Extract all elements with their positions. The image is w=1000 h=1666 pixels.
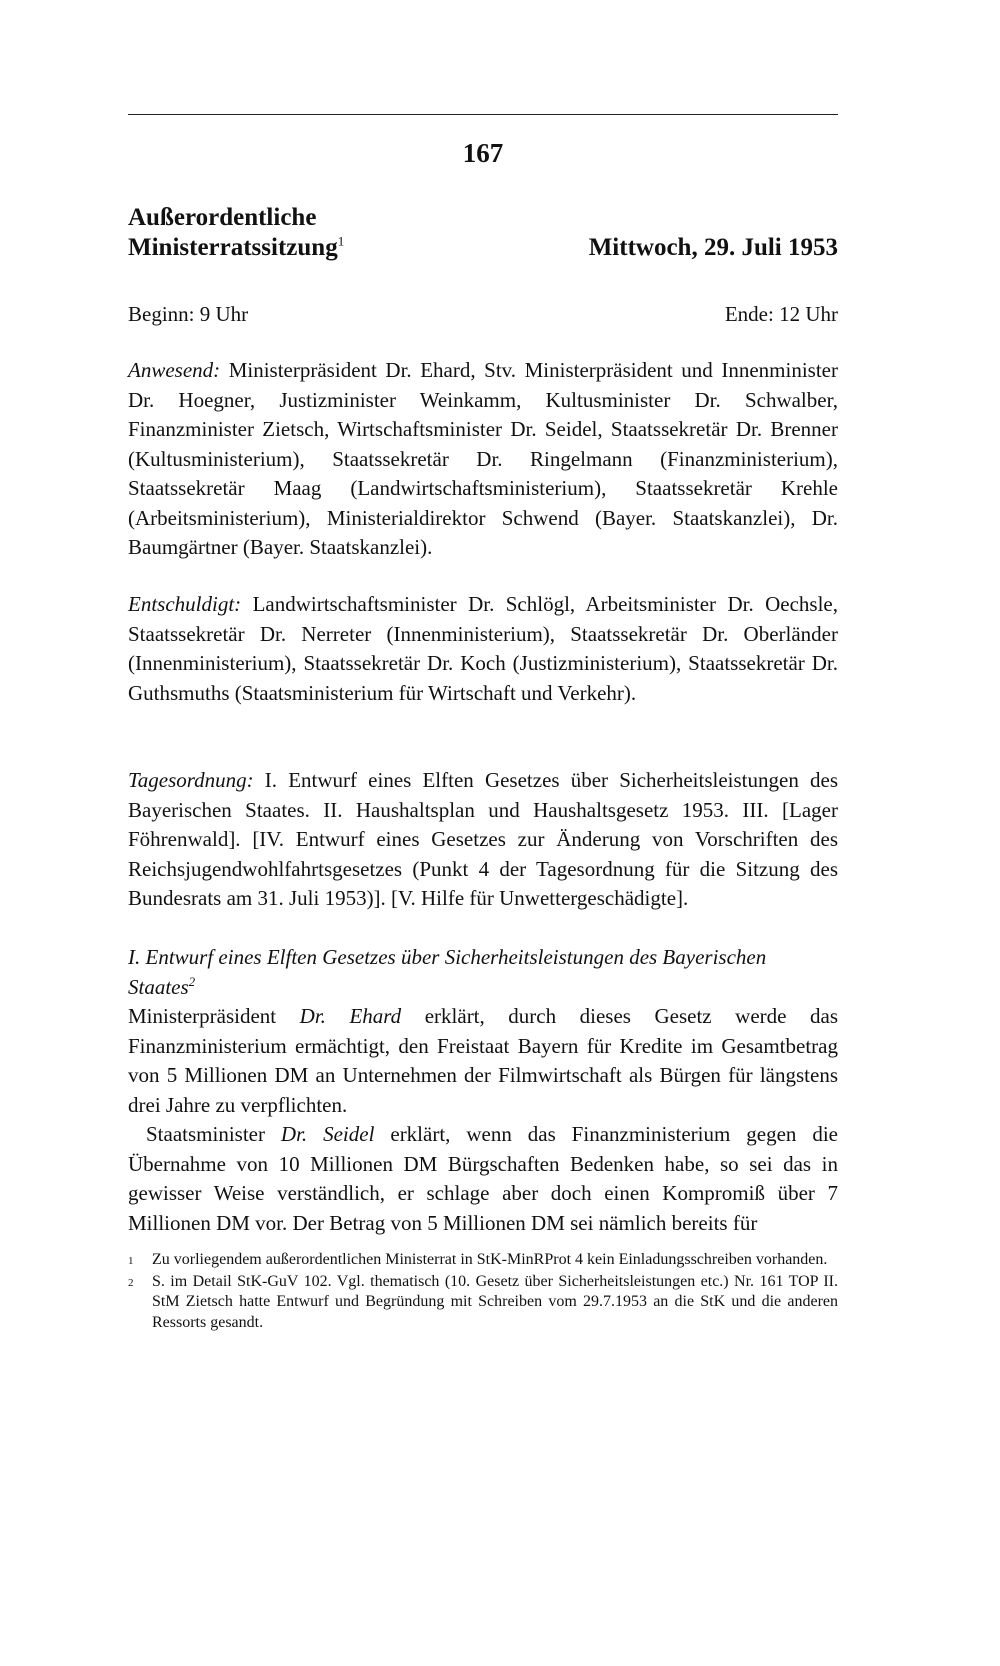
footnote-2-text: S. im Detail StK-GuV 102. Vgl. thematisch (10. Gesetz über Sicherheitsleistungen etc.) Nr. 161 TOP II. StM Zietsch hatte Entwurf und Begründung mit Schreiben vom 29.7.1953 an die StK und die anderen Ressorts gesandt. [152, 1272, 838, 1331]
footnote-ref-1[interactable]: 1 [337, 233, 345, 249]
footnote-ref-2[interactable]: 2 [188, 973, 196, 989]
excused-label: Entschuldigt: [128, 592, 242, 616]
agenda-paragraph [128, 766, 838, 914]
attendees-paragraph [128, 356, 838, 563]
title-line-1: Außerordentliche [128, 204, 317, 231]
agenda-text: I. Entwurf eines Elften Gesetzes über Sicherheitsleistungen des Bayerischen Staates. II. Haushaltsplan und Haushaltsgesetz 1953. III. [Lager Föhrenwald]. [IV. Entwurf eines Gesetzes zur Änderung von Vorschriften des Reichsjugendwohlfahrtsgesetzes (Punkt 4 der Tagesordnung für die Sitzung des Bundesrats am 31. Juli 1953)]. [V. Hilfe für Unwettergeschädigte]. [128, 768, 838, 910]
end-time: Ende: 12 Uhr [724, 302, 838, 326]
excused-text: Landwirtschaftsminister Dr. Schlögl, Arbeitsminister Dr. Oechsle, Staatssekretär Dr. Nerreter (Innenministerium), Staatssekretär Dr. Oberländer (Innenministerium), Staatssekretär Dr. Koch (Justizministerium), Staatssekretär Dr. Guthsmuths (Staatsministerium für Wirtschaft und Verkehr). [128, 592, 838, 705]
p2-speaker: Dr. Seidel [280, 1122, 375, 1146]
footnotes [128, 1250, 838, 1333]
p1-text-b: erklärt, durch dieses Gesetz werde das Finanzministerium ermächtigt, den Freistaat Bayern für Kredite im Gesamtbetrag von 5 Millionen DM an Unternehmen der Filmwirtschaft als Bürgen für längstens drei Jahre zu verpflichten. [128, 1004, 838, 1117]
footnote-1 [128, 1250, 838, 1272]
title-line-2-text: Ministerratssitzung [128, 234, 338, 261]
session-date: Mittwoch, 29. Juli 1953 [588, 234, 838, 261]
footnote-1-text: Zu vorliegendem außerordentlichen Ministerrat in StK-MinRProt 4 kein Einladungsschreiben vorhanden. [152, 1251, 828, 1268]
title-line-2 [128, 233, 344, 263]
p1-text-a: Ministerpräsident [128, 1004, 300, 1028]
page-number: 167 [462, 138, 504, 168]
begin-time: Beginn: 9 Uhr [128, 302, 249, 326]
attendees-label: Anwesend: [128, 358, 221, 382]
footnote-2 [128, 1272, 838, 1334]
header-rule [128, 114, 838, 115]
section-1-paragraph-2 [128, 1120, 838, 1238]
footnote-1-number: 1 [128, 1255, 134, 1267]
attendees-text: Ministerpräsident Dr. Ehard, Stv. Ministerpräsident und Innenminister Dr. Hoegner, Justizminister Weinkamm, Kultusminister Dr. Schwalber, Finanzminister Zietsch, Wirtschaftsminister Dr. Seidel, Staatssekretär Dr. Brenner (Kultusministerium), Staatssekretär Dr. Ringelmann (Finanzministerium), Staatssekretär Maag (Landwirtschaftsministerium), Staatssekretär Krehle (Arbeitsministerium), Ministerialdirektor Schwend (Bayer. Staatskanzlei), Dr. Baumgärtner (Bayer. Staatskanzlei). [128, 358, 838, 559]
section-1-paragraph-1 [128, 1002, 838, 1120]
p1-speaker: Dr. Ehard [299, 1004, 402, 1028]
agenda-label: Tagesordnung: [128, 768, 254, 792]
p2-text-a: Staatsminister [146, 1122, 281, 1146]
section-1-heading-text: I. Entwurf eines Elften Gesetzes über Sicherheitsleistungen des Bayerischen Staates [128, 945, 767, 999]
section-1-heading [128, 943, 838, 1002]
section-1 [128, 943, 838, 1238]
title-block [128, 203, 838, 263]
p2-text-b: erklärt, wenn das Finanzministerium gegen die Übernahme von 10 Millionen DM Bürgschaften Bedenken habe, so sei das in gewisser Weise verständlich, er schlage aber doch einen Kompromiß über 7 Millionen DM vor. Der Betrag von 5 Millionen DM sei nämlich bereits für [128, 1122, 838, 1235]
session-times [128, 302, 838, 327]
footnote-2-number: 2 [128, 1276, 134, 1289]
excused-paragraph [128, 590, 838, 708]
